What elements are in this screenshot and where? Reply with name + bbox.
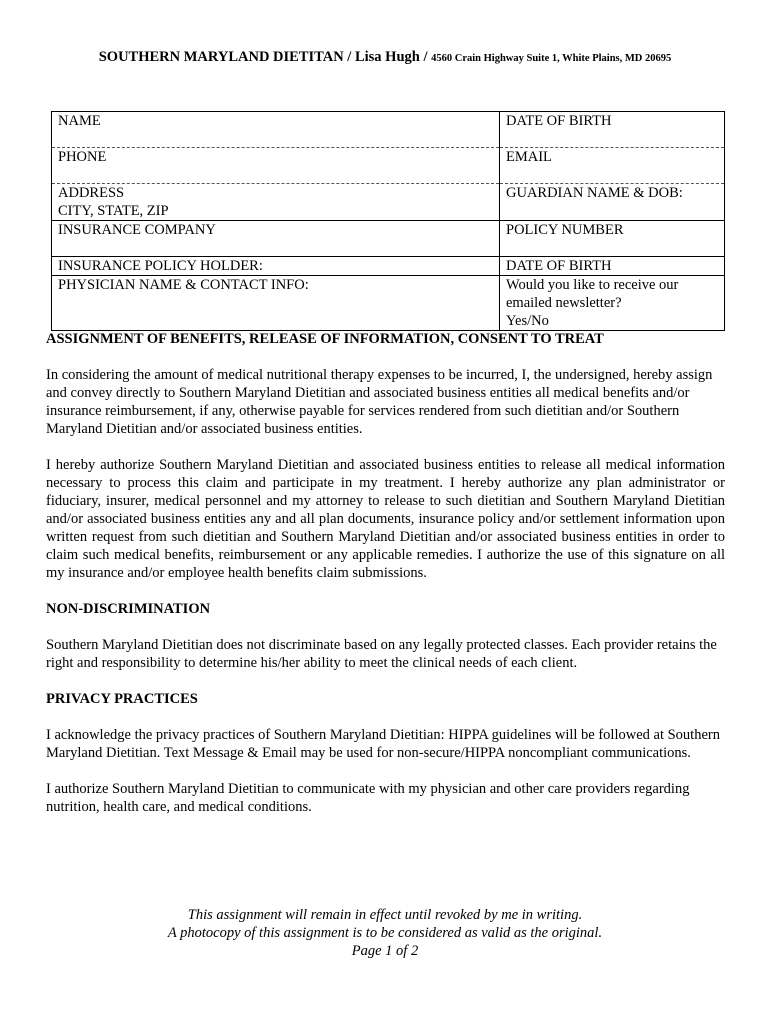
phone-field[interactable]: PHONE [52,148,500,184]
dob-field[interactable]: DATE OF BIRTH [500,112,725,148]
footer-line-2: A photocopy of this assignment is to be considered as valid as the original. [167,925,603,941]
nondiscrimination-paragraph: Southern Maryland Dietitian does not discriminate based on any legally protected classes. Each provider retains the right and responsibility to determine his/her ability to meet the clinical needs of each client. [46,637,717,671]
assignment-paragraph-2: I hereby authorize Southern Maryland Dietitian and associated business entities to release all medical information necessary to process this claim and participate in my treatment. I hereby authorize any plan administrator or fiduciary, insurer, medical personnel and my attorney to release to such dietitian and Southern Maryland Dietitian and/or associated business entities any and all plan documents, insurance policy and/or settlement information upon written request from such dietitian and Southern Maryland Dietitian and/or associated business entities in order to claim such medical benefits, reimbursement or any applicable remedies. I authorize the use of this signature on all my insurance and/or employee health benefits claim submissions. [46,457,725,581]
privacy-paragraph-1: I acknowledge the privacy practices of Southern Maryland Dietitian: HIPPA guidelines will be followed at Southern Maryland Dietitian. Text Message & Email may be used for non-secure/HIPPA noncompliant communications. [46,727,720,761]
address-label: ADDRESS [58,185,125,201]
header-title: SOUTHERN MARYLAND DIETITAN / Lisa Hugh / [98,49,428,65]
holder-dob-field[interactable]: DATE OF BIRTH [500,257,725,276]
newsletter-question-line1: Would you like to receive our [506,277,679,293]
document-footer [0,906,770,960]
city-label: CITY, STATE, ZIP [58,203,169,219]
nondiscrimination-heading: NON-DISCRIMINATION [46,601,211,617]
newsletter-yes-no: Yes/No [506,313,549,329]
document-header [0,49,770,66]
document-body [46,330,725,816]
page-number: Page 1 of 2 [351,943,419,959]
name-field[interactable]: NAME [52,112,500,148]
privacy-paragraph-2: I authorize Southern Maryland Dietitian to communicate with my physician and other care providers regarding nutrition, health care, and medical conditions. [46,781,690,815]
patient-info-table [51,111,725,331]
assignment-paragraph-1: In considering the amount of medical nutritional therapy expenses to be incurred, I, the undersigned, hereby assign and convey directly to Southern Maryland Dietitian and associated business entities all medical benefits and/or insurance reimbursement, if any, otherwise payable for services rendered from such dietitian and/or Southern Maryland Dietitian and/or associated business entities. [46,367,713,437]
privacy-heading: PRIVACY PRACTICES [46,691,198,707]
footer-line-1: This assignment will remain in effect until revoked by me in writing. [187,907,583,923]
email-field[interactable]: EMAIL [500,148,725,184]
newsletter-field[interactable] [500,276,725,331]
physician-field[interactable]: PHYSICIAN NAME & CONTACT INFO: [52,276,500,331]
policy-holder-field[interactable]: INSURANCE POLICY HOLDER: [52,257,500,276]
insurance-company-field[interactable]: INSURANCE COMPANY [52,221,500,257]
address-field[interactable] [52,184,500,221]
header-address: 4560 Crain Highway Suite 1, White Plains, MD 20695 [431,53,672,64]
newsletter-question-line2: emailed newsletter? [506,295,622,311]
policy-number-field[interactable]: POLICY NUMBER [500,221,725,257]
guardian-field[interactable]: GUARDIAN NAME & DOB: [500,184,725,221]
assignment-heading: ASSIGNMENT OF BENEFITS, RELEASE OF INFORMATION, CONSENT TO TREAT [46,331,604,347]
